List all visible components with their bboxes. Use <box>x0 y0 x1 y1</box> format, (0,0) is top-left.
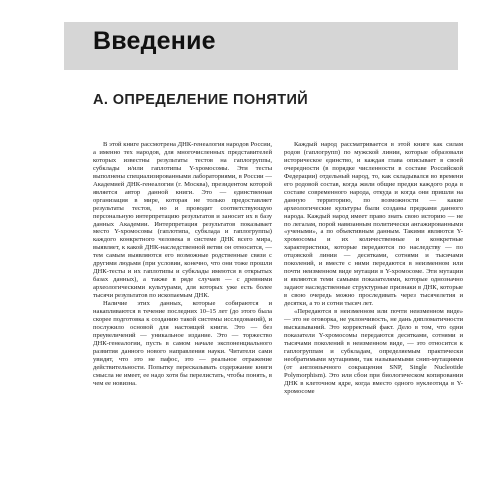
paragraph: «Передаются в неизменном или почти неизменном виде» — это не оговорка, не уклончивость, не дань дипломатичности высказываний. Это корректный факт. Дело в том, что одни показатели Y-хромосомы передаются десятками, сотнями и тысячами поколений в неизменном виде, — это относится к гаплогруппам и субкладам, определяемым практически необратимыми мутациями, так называемыми снип-мутациями (от англоязычного сокращения SNP, Single Nucleotide Polymorphism). Это или сбои при биологическом копировании ДНК в клеточном ядре, когда вместо одного нуклеотида в Y-хромосоме <box>284 308 463 395</box>
chapter-title: Введение <box>93 27 216 55</box>
paragraph: В этой книге рассмотрена ДНК-генеалогия народов России, а именно тех народов, для многочисленных представителей которых известны результаты тестов на гаплогруппы, субклады и/или гаплотипы Y-хромосомы. Эти тесты выполнены специализированными лабораториями, в России — Академией ДНК-генеалогии (г. Москва), президентом которой является автор данной книги. Это — единственная организация в мире, которая не только предоставляет результаты тестов, но и проводит соответствующую персональную интерпретацию результатов и заносит их в базу данных Академии. Интерпретация результатов показывает место Y-хромосомы (гаплотипа, субклада и гаплогруппы) каждого конкретного человека в системе ДНК всего мира, выявляет, к какой ДНК-наследственной ветви он относится, — тем самым выявляются его возможные родственные связи с другими людьми (при условии, конечно, что они тоже прошли ДНК-тесты и их гаплотипы и субклады имеются в открытых базах данных), а также в ряде случаев — с древними археологическими культурами, для которых уже есть более тысячи результатов по ископаемым ДНК. <box>93 141 272 300</box>
section-title: А. ОПРЕДЕЛЕНИЕ ПОНЯТИЙ <box>93 92 309 108</box>
paragraph: Каждый народ рассматривается в этой книге как силам родов (гаплогрупп) по мужской линии, которые образовали историческое единство, и каждая глава описывает в своей очередности (в порядке численности в составе Российской Федерации) отдельный народ, то, как складывался во времени его родовой состав, когда жили общие предки каждого рода в составе современного народа, откуда и когда они пришли на данную территорию, по возможности — какие археологические культуры были созданы предками данного народа. Каждый народ имеет право знать свою историю — не по легалам, порой навязанным политически ангажированными «учеными», а по объективным данным. Такими являются Y-хромосомы и их количественные и конкретные характеристики, которые передаются по наследству — по отцовской линии — десятками, сотнями и тысячами поколений, и вместе с ними передаются в неизменном или почти неизменном виде мутации в Y-хромосоме. Эти мутации и являются теми самыми показателями, которые однозначно задают наследственные структурные признаки в ДНК, которые в свою очередь можно проследивать через тысячелетия и десятки, а то и сотни тысяч лет. <box>284 141 463 308</box>
paragraph: Наличие этих данных, которые собираются и накапливаются в течение последних 10–15 лет (до этого была скорее подготовка к созданию такой системы исследований), и послужило основой для настоящей книги. Это — без преувеличений — уникальное издание. Это — торжество ДНК-генеалогии, пусть в самом начале экспоненциального развития данного нового направления науки. Читатели сами увидят, что это не пафос, это — реальное отражение действительности. Попытку пересказывать содержание книги смысла не имеет, ее надо хотя бы перелистать, чтобы понять, в чем ее новизна. <box>93 300 272 387</box>
right-text-column <box>284 141 463 396</box>
left-text-column <box>93 141 272 388</box>
